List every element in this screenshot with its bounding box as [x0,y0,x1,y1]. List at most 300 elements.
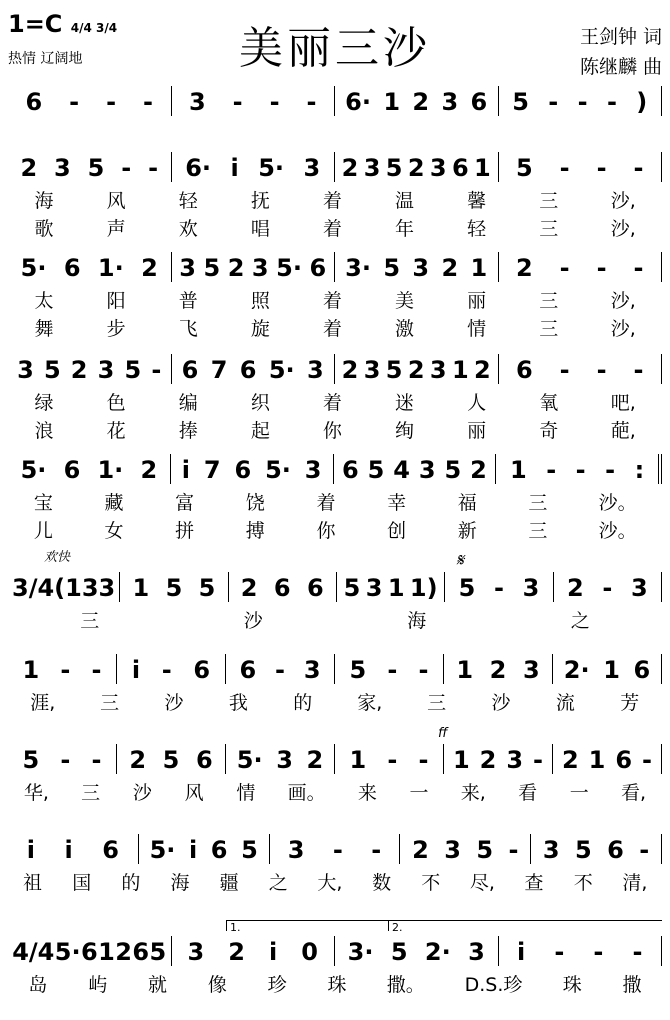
note: 2 [489,656,507,684]
lyric-syllable: 着 [322,290,342,312]
notes-line [8,740,662,774]
lyric-syllable: 你 [322,420,342,442]
note: - [121,154,132,182]
lyric-syllable: 声 [106,218,126,240]
lyric-syllable: 风 [184,782,204,804]
note: - [639,836,650,864]
note: : [634,456,645,484]
measure [8,254,171,282]
lyric-syllable: 福 [457,492,477,514]
note: 2 [140,456,158,484]
measure [8,356,171,384]
note: 5 [241,836,258,864]
note: 3 [441,88,459,116]
note: 6· [185,154,212,182]
measure [8,88,171,116]
measure [226,656,334,684]
measure [335,656,443,684]
lyric-syllable: 唱 [250,218,270,240]
note: 5 [198,574,216,602]
lyric-syllable: 华, [23,782,49,804]
note: 6 [234,456,252,484]
lyric-syllable: 搏 [245,520,265,542]
note: 2 [240,574,258,602]
measure [444,656,552,684]
note: i [268,938,278,966]
lyric-syllable: 迷 [395,392,415,414]
tempo-change: 欢快 [44,550,71,565]
lyric-syllable: 我 [228,692,248,714]
note: 5 [383,254,401,282]
note: i [181,456,190,484]
note: 6 [181,356,199,384]
note: 6 [309,254,327,282]
measure [335,356,498,384]
measure [120,574,227,602]
note: 2· [424,938,451,966]
lyric-syllable: 尽, [469,872,495,894]
note: 1 [603,656,620,684]
lyric-syllable: 不 [421,872,441,894]
note: - [91,656,102,684]
lyric-syllable: 编 [178,392,198,414]
note: 3 [365,574,383,602]
note: 5 [203,254,221,282]
lyric-syllable: 岛 [28,974,48,996]
segno-sign: 𝄋 [456,550,464,571]
lyric-line [8,214,662,238]
note: i [188,836,198,864]
lyric-syllable: 美 [395,290,415,312]
note: 3 [179,254,196,282]
measure [400,836,530,864]
lyric-syllable: 舞 [34,318,54,340]
lyric-syllable: 祖 [23,872,43,894]
barline [661,252,662,282]
music-system [8,726,662,804]
lyric-syllable: 清, [622,872,648,894]
note: 3 [307,356,324,384]
note: 3 [81,574,99,602]
lyric-syllable: 数 [372,872,392,894]
note: 5 [444,456,462,484]
music-system [8,350,662,440]
note: 3 [54,154,71,182]
note: 2 [441,254,459,282]
lyric-syllable: 情 [236,782,256,804]
lyric-syllable: 三 [539,190,559,212]
lyric-syllable: 普 [178,290,198,312]
note: 3 [429,356,447,384]
lyric-line [8,516,662,540]
note: 2 [479,746,497,774]
measure [8,938,171,966]
note: - [596,356,607,384]
lyric-syllable: 沙 [132,782,152,804]
lyric-syllable: 沙, [610,318,636,340]
lyric-syllable: 撒 [622,974,642,996]
measure [499,254,662,282]
note: - [559,154,570,182]
note: 6 [273,574,291,602]
note: - [546,456,557,484]
note: 0 [301,938,318,966]
note: 6 [81,938,98,966]
note: 3 [522,574,540,602]
note: 5 [87,154,105,182]
note: - [387,746,398,774]
barline [661,936,662,966]
measure [334,456,496,484]
note: 1 [451,356,469,384]
note: - [275,656,285,684]
note: 3 [287,836,305,864]
lyric-syllable: 绚 [395,420,415,442]
note: 6· [345,88,371,116]
note: 5 [458,574,476,602]
note: 1 [98,938,115,966]
note: - [508,836,519,864]
note: - [533,746,543,774]
lyric-syllable: 浪 [34,420,54,442]
music-system [8,248,662,338]
lyric-line [8,186,662,210]
note: 3/4 [12,574,55,602]
note: 5 [22,746,40,774]
note: 3 [303,656,321,684]
note: 6 [195,746,213,774]
lyric-syllable: 葩, [610,420,636,442]
dynamic-marking: ff [438,726,448,741]
note: 3 [98,574,116,602]
lyric-line [8,688,662,712]
lyric-line [8,488,662,512]
notes-line [8,932,662,966]
lyric-line [8,970,662,994]
measure [117,656,225,684]
lyric-syllable: 画。 [287,782,326,804]
measure [335,154,498,182]
note: 2· [563,656,590,684]
lyric-syllable: 旋 [250,318,270,340]
note: 3 [188,88,206,116]
note: - [642,746,652,774]
lyric-syllable: 丽 [467,290,487,312]
lyric-syllable: 创 [387,520,407,542]
note: 3 [506,746,524,774]
note: 3 [444,836,461,864]
lyric-syllable: 一 [409,782,429,804]
note: 3 [630,574,648,602]
lyric-syllable: 一 [569,782,589,804]
lyric-syllable: 奇 [539,420,559,442]
lyric-syllable: 查 [524,872,544,894]
measure [172,356,335,384]
lyric-syllable: 沙 [164,692,184,714]
note: 1· [97,254,124,282]
lyric-syllable: 捧 [178,420,198,442]
lyric-line [8,388,662,412]
note: - [371,836,382,864]
note: 2 [115,938,132,966]
lyric-syllable: 三 [100,692,120,714]
note: 3 [304,456,322,484]
note: 6 [102,836,119,864]
note: 5 [343,574,361,602]
measure [554,574,661,602]
note: 7 [203,456,221,484]
lyric-syllable: 抚 [250,190,270,212]
measure [172,88,335,116]
note: 6 [607,836,624,864]
lyric-syllable: 新 [457,520,477,542]
note: 6 [470,88,488,116]
note: 2 [341,356,359,384]
measure [139,836,269,864]
note: 1 [452,746,470,774]
lyric-syllable: 沙, [610,218,636,240]
lyric-syllable: 情 [467,318,487,340]
note: 3 [187,938,205,966]
note: - [596,254,607,282]
notes-line [8,830,662,864]
note: 2 [561,746,579,774]
barline [661,834,662,864]
note: - [559,356,570,384]
note: 6 [25,88,43,116]
note: 6 [193,656,211,684]
note: - [91,746,102,774]
note: 4 [393,456,410,484]
barline [661,354,662,384]
note: 3· [347,938,374,966]
note: 3 [97,356,115,384]
note: 1 [383,88,401,116]
lyric-line [8,416,662,440]
note: 5· [54,938,81,966]
lyric-syllable: 疆 [219,872,239,894]
note: - [605,456,616,484]
lyric-syllable: 拼 [175,520,195,542]
lyric-syllable: 氧 [539,392,559,414]
note: - [143,88,153,116]
note: 2 [474,356,491,384]
note: 4/4 [12,938,55,966]
page-title: 美丽三沙 [239,23,431,74]
measure [499,88,662,116]
note: 6 [307,574,324,602]
note: 2 [412,88,430,116]
lyric-syllable: 珠 [327,974,347,996]
note: 5 [515,154,533,182]
notes-line [8,450,662,484]
lyric-syllable: 珍 [267,974,287,996]
lyric-syllable: 着 [316,492,336,514]
note: - [232,88,243,116]
lyric-syllable: 激 [395,318,415,340]
lyric-syllable: 着 [322,218,342,240]
note: 2 [20,154,38,182]
note: - [548,88,559,116]
lyric-syllable: 宝 [33,492,53,514]
note: 6 [63,254,81,282]
note: ) [636,88,648,116]
note: 6 [132,938,150,966]
note: 6 [239,656,257,684]
note: i [64,836,73,864]
note: i [230,154,239,182]
note: 1 [588,746,606,774]
lyric-syllable: 织 [250,392,270,414]
lyric-syllable: 轻 [178,190,198,212]
note: - [418,746,429,774]
notes-line [8,568,662,602]
lyric-syllable: 芳 [620,692,640,714]
lyric-syllable: 的 [293,692,313,714]
note: 5· [268,356,295,384]
measure [335,254,498,282]
lyric-syllable: 步 [106,318,126,340]
lyric-syllable: 屿 [88,974,108,996]
measure [172,938,335,966]
measure [335,88,498,116]
lyric-syllable: 沙 [243,610,263,632]
note: - [60,656,71,684]
lyric-syllable: 来, [460,782,486,804]
lyric-syllable: 飞 [178,318,198,340]
lyric-syllable: 流 [555,692,575,714]
note: 1· [97,456,124,484]
lyric-syllable: 不 [573,872,593,894]
note: 5 [390,938,408,966]
note: 2 [228,938,245,966]
note: 5 [349,656,367,684]
measure [499,356,662,384]
barline [658,454,662,484]
music-system [8,148,662,238]
note: i [517,938,526,966]
note: 6 [451,154,469,182]
note: 1 [387,574,405,602]
lyric-syllable: 着 [322,190,342,212]
lyric-syllable: 女 [104,520,124,542]
notes-line [8,650,662,684]
notes-line [8,148,662,182]
note: 1) [409,574,438,602]
note: 6 [239,356,257,384]
music-system [8,830,662,892]
measure [337,574,444,602]
note: - [332,836,343,864]
lyric-syllable: 之 [570,610,590,632]
lyric-syllable: 沙, [610,190,636,212]
notes-line [8,82,662,116]
measure [445,574,552,602]
lyric-syllable: 富 [175,492,195,514]
lyric-syllable: 国 [72,872,92,894]
note: - [596,154,607,182]
note: 5 [512,88,529,116]
music-system [8,650,662,712]
lyric-syllable: 饶 [245,492,265,514]
measure [444,746,552,774]
music-system [8,450,662,540]
lyric-syllable: 像 [207,974,227,996]
note: 2 [412,836,429,864]
note: - [493,574,504,602]
note: 6 [63,456,81,484]
note: 2 [306,746,324,774]
lyric-syllable: 色 [106,392,126,414]
lyric-syllable: D.S.珍 [464,974,523,996]
lyric-syllable: 沙。 [598,520,637,542]
lyricist: 王剑钟 词 [579,26,662,48]
note: - [633,356,644,384]
note: 5· [258,154,285,182]
lyric-line [8,606,662,630]
note: 3 [363,154,381,182]
note: 3 [542,836,560,864]
note: (1 [54,574,82,602]
measure [335,746,443,774]
note: - [633,254,644,282]
note: - [559,254,570,282]
lyric-syllable: 海 [407,610,427,632]
lyric-line [8,286,662,310]
lyric-syllable: 之 [268,872,288,894]
note: 6 [633,656,651,684]
measure [496,456,658,484]
lyric-syllable: 太 [34,290,54,312]
note: 6 [210,836,228,864]
note: - [387,656,398,684]
lyric-syllable: 歌 [34,218,54,240]
note: 5· [265,456,291,484]
music-system [8,82,662,116]
measure [335,938,498,966]
note: 5 [367,456,385,484]
lyric-syllable: 着 [322,318,342,340]
lyric-syllable: 三 [539,218,559,240]
lyric-syllable: 来 [357,782,377,804]
measure [117,746,225,774]
volta-second-ending: 2. [388,920,662,931]
lyric-syllable: 年 [395,218,415,240]
lyric-syllable: 温 [395,190,415,212]
note: - [69,88,80,116]
measure [553,656,661,684]
music-system [8,550,662,632]
lyric-syllable: 三 [539,318,559,340]
lyric-syllable: 起 [250,420,270,442]
note: 5 [149,938,167,966]
notes-line [8,248,662,282]
measure [171,456,333,484]
note: 1 [349,746,367,774]
measure [8,746,116,774]
measure [172,154,335,182]
note: 5 [43,356,61,384]
note: 3 [522,656,540,684]
note: 5 [385,356,403,384]
measure [8,456,170,484]
lyric-syllable: 三 [539,290,559,312]
note: - [148,154,159,182]
barline [661,654,662,684]
note: 5 [165,574,183,602]
lyric-syllable: 三 [80,610,100,632]
lyric-syllable: 海 [34,190,54,212]
